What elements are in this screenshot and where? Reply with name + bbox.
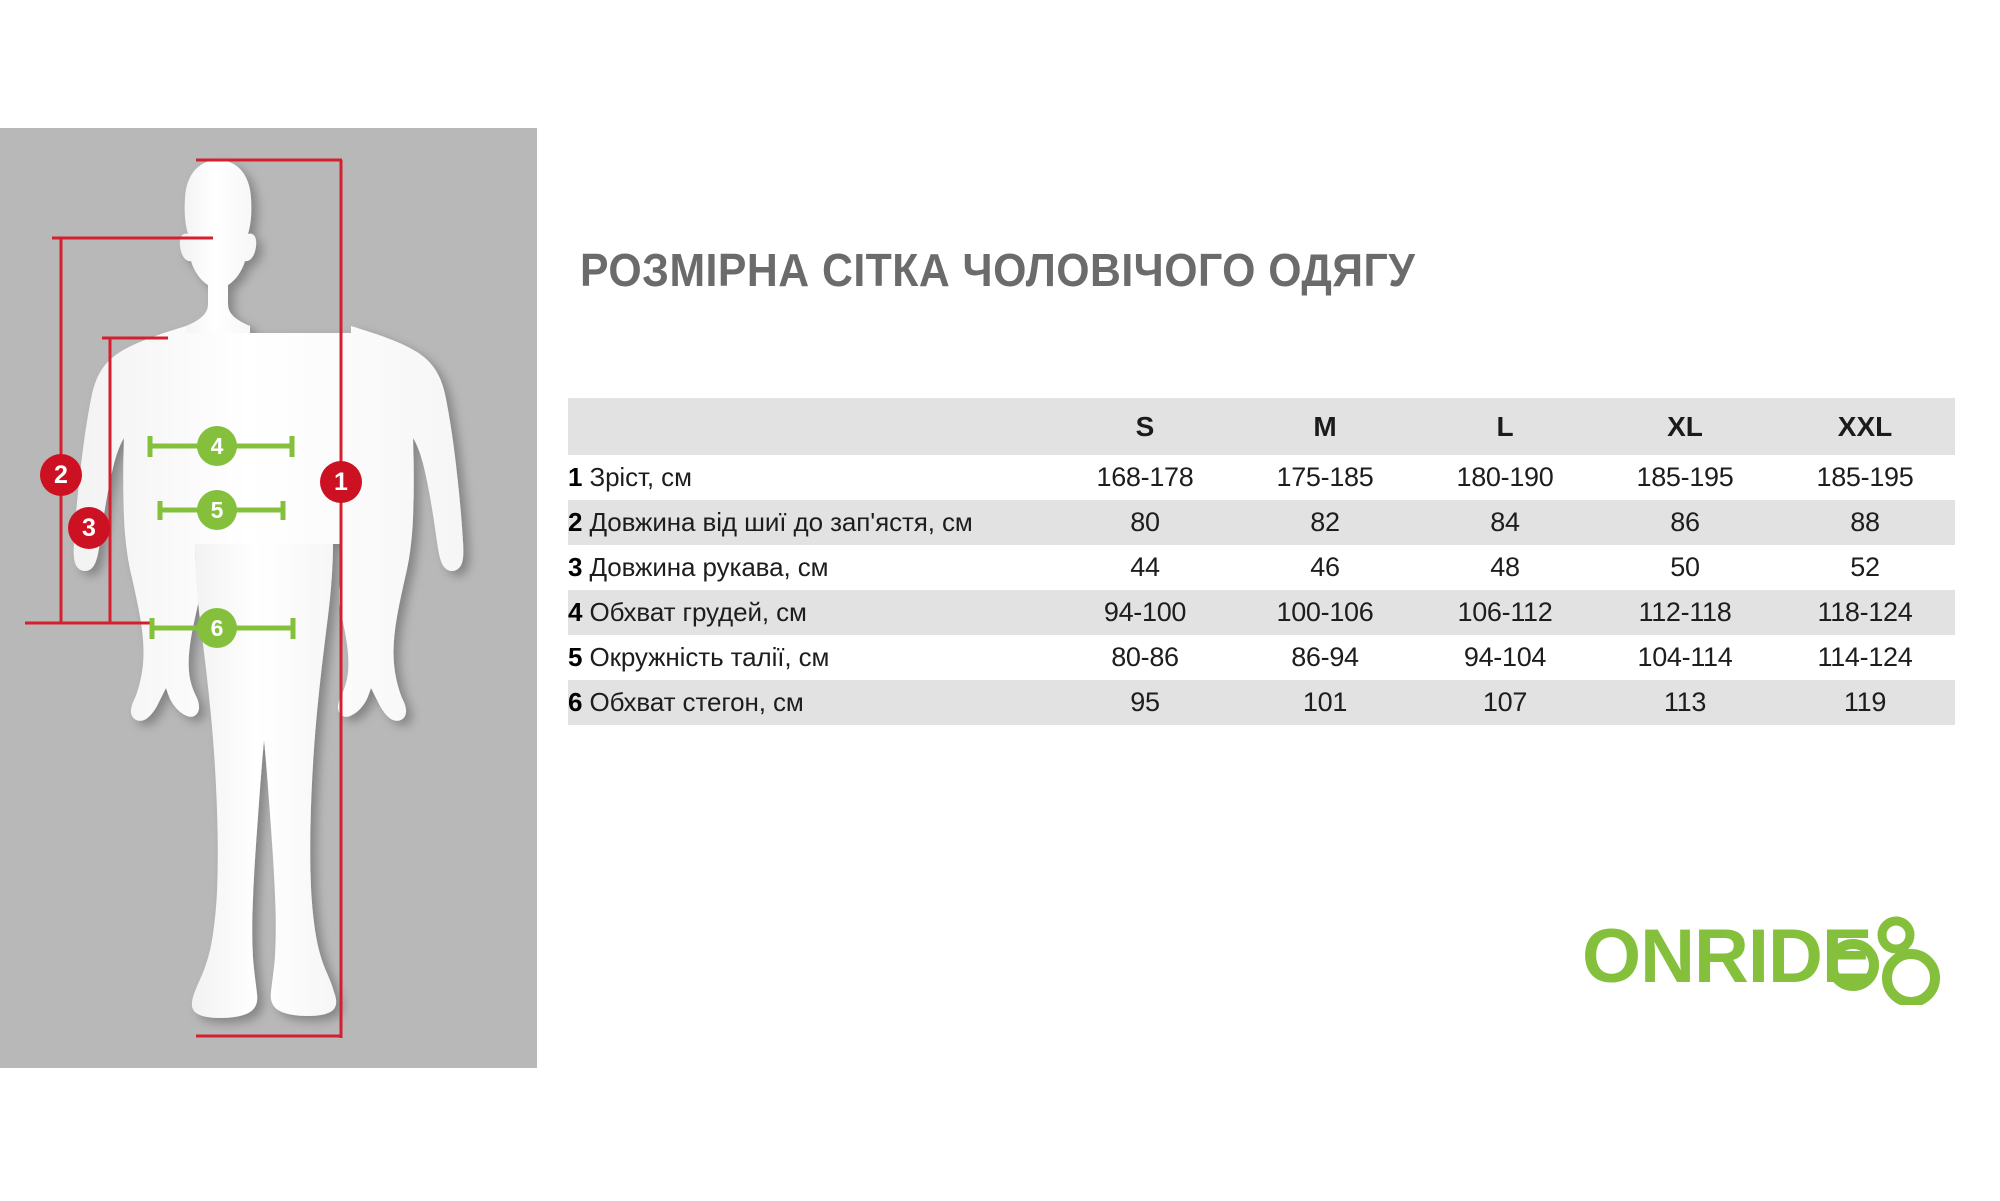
- table-row: [568, 635, 1955, 680]
- cell-1-m: 175-185: [1235, 455, 1415, 500]
- row-label-5: [568, 635, 1055, 680]
- size-table-header: [568, 398, 1955, 455]
- male-body-silhouette: [0, 128, 537, 1068]
- logo-circle-large: [1887, 954, 1935, 1002]
- row-label-4: [568, 590, 1055, 635]
- row-text-6: Обхват стегон, см: [589, 687, 804, 717]
- row-text-3: Довжина рукава, см: [589, 552, 829, 582]
- marker-6-hips: [197, 608, 237, 648]
- silhouette-shape: [74, 160, 464, 1018]
- cell-5-xl: 104-114: [1595, 635, 1775, 680]
- row-label-1: [568, 455, 1055, 500]
- cell-6-xxl: 119: [1775, 680, 1955, 725]
- cell-6-m: 101: [1235, 680, 1415, 725]
- cell-3-m: 46: [1235, 545, 1415, 590]
- table-row: [568, 500, 1955, 545]
- cell-6-l: 107: [1415, 680, 1595, 725]
- table-row: [568, 455, 1955, 500]
- header-measure-column: [568, 398, 1055, 455]
- cell-5-xxl: 114-124: [1775, 635, 1955, 680]
- cell-4-xxl: 118-124: [1775, 590, 1955, 635]
- page-title: РОЗМІРНА СІТКА ЧОЛОВІЧОГО ОДЯГУ: [580, 244, 1416, 296]
- row-text-2: Довжина від шиї до зап'ястя, см: [589, 507, 973, 537]
- cell-2-s: 80: [1055, 500, 1235, 545]
- cell-2-m: 82: [1235, 500, 1415, 545]
- row-label-2: [568, 500, 1055, 545]
- header-size-l: L: [1415, 398, 1595, 455]
- header-size-xxl: XXL: [1775, 398, 1955, 455]
- cell-4-m: 100-106: [1235, 590, 1415, 635]
- header-size-m: M: [1235, 398, 1415, 455]
- cell-4-xl: 112-118: [1595, 590, 1775, 635]
- row-number-2: 2: [568, 507, 583, 537]
- cell-2-l: 84: [1415, 500, 1595, 545]
- cell-5-l: 94-104: [1415, 635, 1595, 680]
- marker-2-neck-to-wrist: [40, 454, 82, 496]
- body-diagram-panel: [0, 128, 537, 1068]
- marker-1-height: [320, 461, 362, 503]
- cell-4-s: 94-100: [1055, 590, 1235, 635]
- cell-1-l: 180-190: [1415, 455, 1595, 500]
- marker-1-label: 1: [334, 467, 348, 496]
- marker-5-label: 5: [210, 496, 224, 523]
- row-number-6: 6: [568, 687, 583, 717]
- row-text-5: Окружність талії, см: [589, 642, 830, 672]
- marker-4-chest: [197, 426, 237, 466]
- row-number-3: 3: [568, 552, 583, 582]
- cell-6-s: 95: [1055, 680, 1235, 725]
- cell-4-l: 106-112: [1415, 590, 1595, 635]
- size-table-body: [568, 455, 1955, 725]
- marker-6-label: 6: [210, 614, 224, 641]
- onride-wordmark: ONRIDE: [1582, 914, 1872, 999]
- cell-5-m: 86-94: [1235, 635, 1415, 680]
- marker-3-label: 3: [82, 513, 96, 542]
- cell-2-xl: 86: [1595, 500, 1775, 545]
- marker-3-sleeve: [68, 507, 110, 549]
- cell-2-xxl: 88: [1775, 500, 1955, 545]
- cell-3-s: 44: [1055, 545, 1235, 590]
- row-text-1: Зріст, см: [589, 462, 692, 492]
- cell-3-xl: 50: [1595, 545, 1775, 590]
- header-size-xl: XL: [1595, 398, 1775, 455]
- row-text-4: Обхват грудей, см: [589, 597, 807, 627]
- cell-1-xxl: 185-195: [1775, 455, 1955, 500]
- cell-5-s: 80-86: [1055, 635, 1235, 680]
- header-size-s: S: [1055, 398, 1235, 455]
- marker-5-waist: [197, 490, 237, 530]
- size-table: [568, 398, 1955, 725]
- table-row: [568, 680, 1955, 725]
- size-table-header-row: [568, 398, 1955, 455]
- cell-6-xl: 113: [1595, 680, 1775, 725]
- table-row: [568, 590, 1955, 635]
- row-number-4: 4: [568, 597, 583, 627]
- row-label-3: [568, 545, 1055, 590]
- cell-1-xl: 185-195: [1595, 455, 1775, 500]
- row-number-5: 5: [568, 642, 583, 672]
- logo-circle-small: [1882, 921, 1910, 949]
- row-number-1: 1: [568, 462, 583, 492]
- marker-4-label: 4: [210, 432, 224, 459]
- cell-3-l: 48: [1415, 545, 1595, 590]
- cell-1-s: 168-178: [1055, 455, 1235, 500]
- row-label-6: [568, 680, 1055, 725]
- onride-logo-svg: [1582, 913, 1957, 1005]
- marker-2-label: 2: [54, 460, 68, 489]
- table-row: [568, 545, 1955, 590]
- cell-3-xxl: 52: [1775, 545, 1955, 590]
- onride-logo: [1582, 913, 1957, 1005]
